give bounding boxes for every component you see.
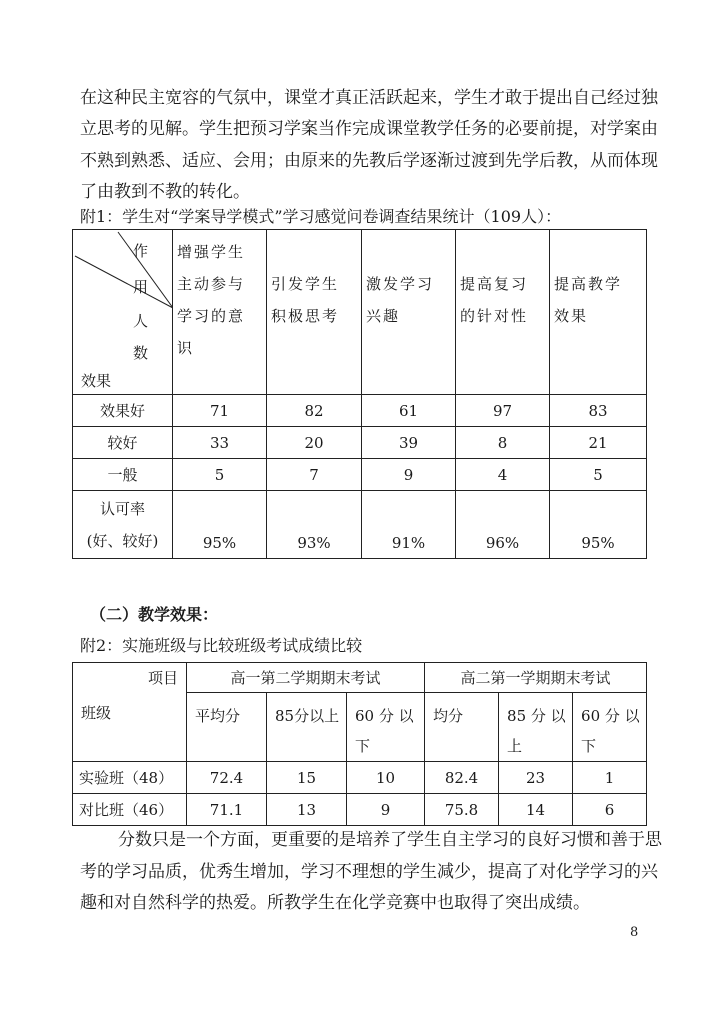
table-cell: 39 (362, 427, 456, 459)
table-cell: 9 (362, 459, 456, 491)
table-row (73, 762, 647, 794)
group-header-1: 高一第二学期期末考试 (187, 663, 425, 693)
table-cell: 9 (347, 794, 425, 826)
col-header-3: 激发学习 兴趣 (362, 230, 456, 395)
table-cell: 6 (573, 794, 647, 826)
row-label: 较好 (73, 427, 173, 459)
subheader: 60 分 以 下 (347, 693, 425, 762)
table-cell: 91% (362, 491, 456, 559)
group-header-2: 高二第一学期期末考试 (425, 663, 647, 693)
intro-line-1: 在这种民主宽容的气氛中，课堂才真正活跃起来，学生才敢于提出自己经过独 (80, 88, 658, 108)
table-cell: 23 (499, 762, 573, 794)
intro-line-3: 不熟到熟悉、适应、会用；由原来的先教后学逐渐过渡到先学后教，从而体现 (80, 151, 658, 171)
table-cell: 10 (347, 762, 425, 794)
col-header-5: 提高教学 效果 (550, 230, 647, 395)
subheader: 平均分 (187, 693, 267, 762)
corner-top-label: 项目 (147, 669, 178, 687)
table2-corner-cell (73, 663, 187, 762)
table-cell: 95% (550, 491, 647, 559)
col-header-1: 增强学生 主动参与 学习的意 识 (173, 230, 267, 395)
intro-line-2: 立思考的见解。学生把预习学案当作完成课堂教学任务的必要前提，对学案由 (80, 119, 658, 139)
corner-char-3: 人 (133, 312, 149, 330)
table-cell: 5 (550, 459, 647, 491)
page-number: 8 (630, 925, 639, 940)
rate-row-label: 认可率 (好、较好) (73, 491, 173, 559)
closing-line-3: 趣和对自然科学的热爱。所教学生在化学竞赛中也取得了突出成绩。 (80, 893, 590, 913)
survey-table (72, 229, 647, 559)
table-cell: 75.8 (425, 794, 499, 826)
subheader: 60 分 以 下 (573, 693, 647, 762)
intro-line-4: 了由教到不教的转化。 (80, 182, 250, 202)
table-row (73, 794, 647, 826)
row-label: 对比班（46） (73, 794, 187, 826)
table-cell: 13 (267, 794, 347, 826)
table-cell: 4 (456, 459, 550, 491)
corner-bottom-label: 效果 (81, 372, 112, 390)
table-cell: 83 (550, 395, 647, 427)
table-cell: 71.1 (187, 794, 267, 826)
table-cell: 97 (456, 395, 550, 427)
row-label: 实验班（48） (73, 762, 187, 794)
table-row (73, 395, 647, 427)
table-cell: 5 (173, 459, 267, 491)
table-cell: 72.4 (187, 762, 267, 794)
table2-caption: 附2：实施班级与比较班级考试成绩比较 (80, 636, 363, 655)
corner-char-2: 用 (133, 278, 149, 296)
table-cell: 33 (173, 427, 267, 459)
subheader: 均分 (425, 693, 499, 762)
col-header-4: 提高复习 的针对性 (456, 230, 550, 395)
table-cell: 20 (267, 427, 362, 459)
table-cell: 95% (173, 491, 267, 559)
section-title: （二）教学效果： (90, 605, 219, 624)
table-cell: 21 (550, 427, 647, 459)
table-cell: 15 (267, 762, 347, 794)
col-header-2: 引发学生 积极思考 (267, 230, 362, 395)
table-row (73, 427, 647, 459)
table-cell: 82 (267, 395, 362, 427)
table-cell: 8 (456, 427, 550, 459)
table1-corner-cell (73, 230, 173, 395)
table-row (73, 459, 647, 491)
corner-char-4: 数 (133, 344, 149, 362)
closing-line-2: 考的学习品质，优秀生增加，学习不理想的学生减少，提高了对化学学习的兴 (80, 862, 658, 882)
corner-bottom-label: 班级 (81, 704, 112, 722)
table-cell: 82.4 (425, 762, 499, 794)
table-cell: 61 (362, 395, 456, 427)
row-label: 一般 (73, 459, 173, 491)
corner-char-1: 作 (133, 242, 149, 260)
table-cell: 7 (267, 459, 362, 491)
closing-line-1: 分数只是一个方面，更重要的是培养了学生自主学习的良好习惯和善于思 (118, 830, 662, 850)
table1-caption: 附1：学生对“学案导学模式”学习感觉问卷调查结果统计（109人）： (80, 207, 562, 226)
subheader: 85 分 以 上 (499, 693, 573, 762)
table-cell: 14 (499, 794, 573, 826)
table-cell: 93% (267, 491, 362, 559)
score-comparison-table (72, 662, 647, 826)
table-cell: 71 (173, 395, 267, 427)
table-cell: 96% (456, 491, 550, 559)
row-label: 效果好 (73, 395, 173, 427)
table-cell: 1 (573, 762, 647, 794)
table-row (73, 491, 647, 559)
subheader: 85分以上 (267, 693, 347, 762)
